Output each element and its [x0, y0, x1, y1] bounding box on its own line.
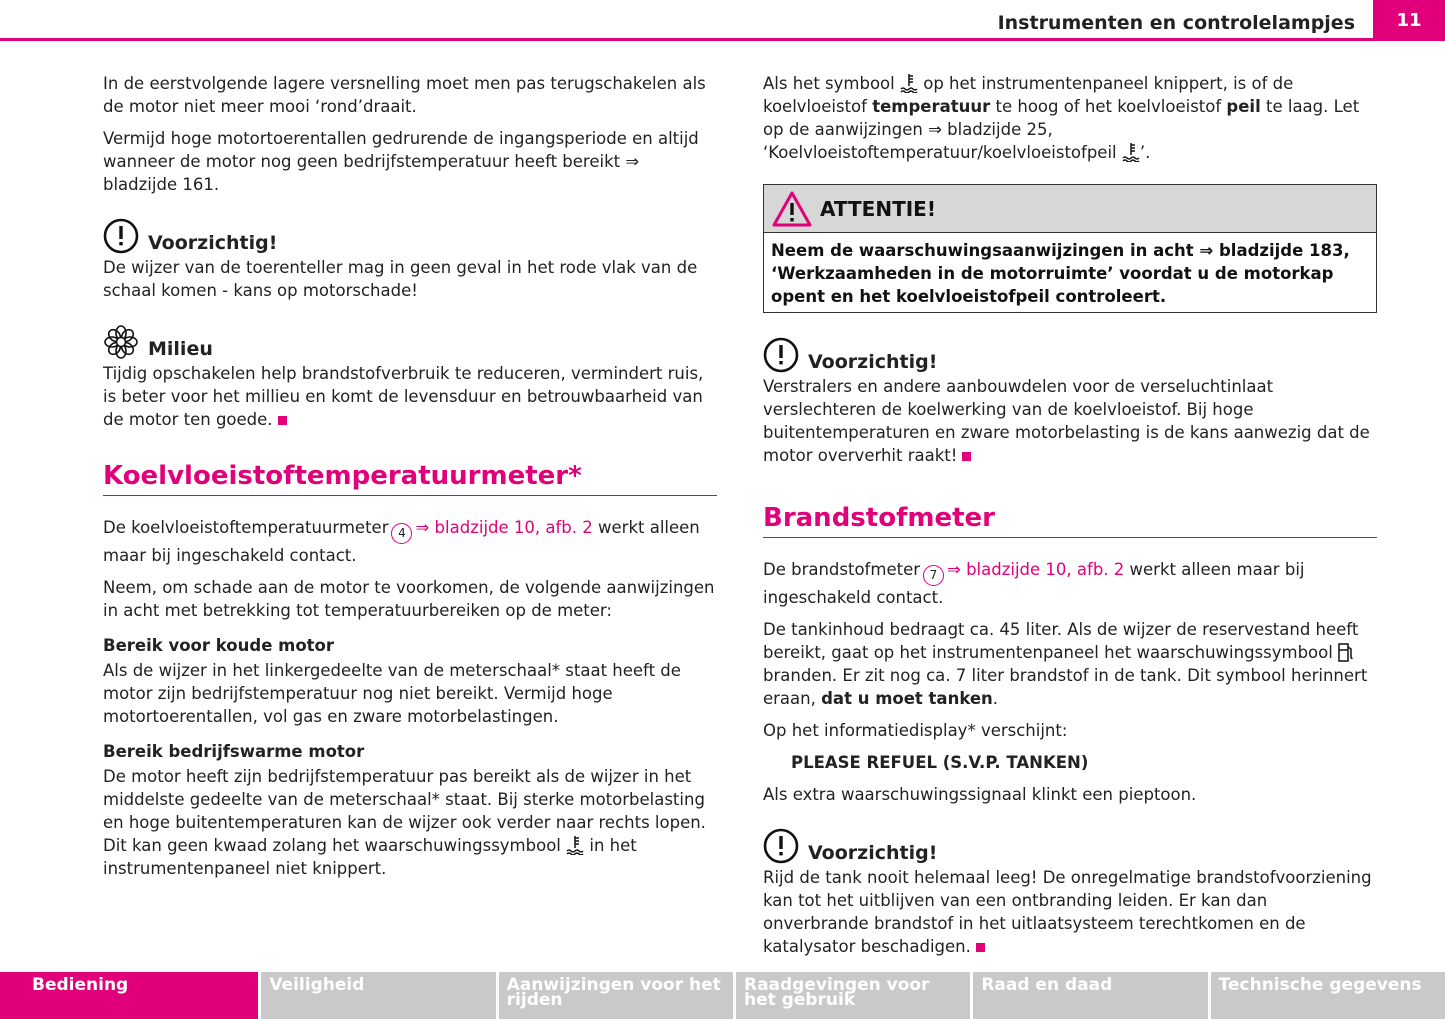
display-message: PLEASE REFUEL (S.V.P. TANKEN): [791, 753, 1089, 772]
footer-navigation: [0, 972, 1445, 1019]
paragraph: De brandstofmeter 7 ⇒ bladzijde 10, afb. 2 werkt alleen maar bij ingeschakeld contact.: [763, 560, 1305, 607]
flower-environment-icon: [103, 324, 139, 360]
fuel-pump-icon: [1338, 642, 1354, 662]
coolant-temperature-icon: [1122, 142, 1140, 162]
arrow-icon: ⇒: [625, 152, 640, 171]
footer-tab-raad-en-daad[interactable]: Raad en daad: [973, 972, 1207, 1019]
paragraph: Als de wijzer in het linkergedeelte van de meterschaal* staat heeft de motor zijn bedrijfstemperatuur nog niet bereikt. Vermijd hoge motortoerentallen, vol gas en zware motorbelastingen.: [103, 661, 681, 726]
left-column: [103, 72, 717, 889]
footer-tab-veiligheid[interactable]: Veiligheid: [261, 972, 495, 1019]
caution-text: Rijd de tank nooit helemaal leeg! De onregelmatige brandstofvoorziening kan tot het uitblijven van een ontbranding leiden. Er kan dan onverbrande brandstof in het uitlaatsysteem terechtkomen en de katalysator beschadigen.: [763, 868, 1372, 956]
coolant-temperature-icon: [900, 73, 918, 93]
page-number: 11: [1373, 0, 1445, 40]
caution-exclamation-icon: [763, 828, 799, 864]
figure-reference-link[interactable]: ⇒ bladzijde 10, afb. 2: [415, 518, 593, 537]
caution-heading: [763, 337, 1377, 373]
caution-text: De wijzer van de toerenteller mag in geen geval in het rode vlak van de schaal komen - kans op motorschade!: [103, 258, 698, 300]
caution-label: Voorzichtig!: [808, 842, 938, 864]
end-square-icon: [278, 416, 287, 425]
attention-header: [764, 185, 1376, 233]
environment-heading: [103, 324, 717, 360]
paragraph: De motor heeft zijn bedrijfstemperatuur pas bereikt als de wijzer in het middelste gedeelte van de meterschaal* staat. Bij sterke motorbelasting en hoge buitentemperaturen kan de wijzer ook verder naar rechts lopen. Dit kan geen kwaad zolang het waarschuwingssymbool in het instrumentenpaneel niet knippert.: [103, 767, 706, 878]
paragraph: Op het informatiedisplay* verschijnt:: [763, 721, 1068, 740]
paragraph: Vermijd hoge motortoerentallen gedrurende de ingangsperiode en altijd wanneer de motor nog geen bedrijfstemperatuur heeft bereikt ⇒ bladzijde 161.: [103, 129, 699, 194]
footer-tab-technische-gegevens[interactable]: Technische gegevens: [1211, 972, 1445, 1019]
paragraph: In de eerstvolgende lagere versnelling moet men pas terugschakelen als de motor niet meer mooi ‘rond’draait.: [103, 74, 706, 116]
paragraph: Als extra waarschuwingssignaal klinkt een pieptoon.: [763, 785, 1197, 804]
attention-label: ATTENTIE!: [820, 196, 936, 221]
paragraph: De koelvloeistoftemperatuurmeter 4 ⇒ bladzijde 10, afb. 2 werkt alleen maar bij ingeschakeld contact.: [103, 518, 700, 565]
caution-exclamation-icon: [763, 337, 799, 373]
caution-text: Verstralers en andere aanbouwdelen voor de verseluchtinlaat verslechteren de koelwerking van de koelvloeistof. Bij hoge buitentemperaturen en zware motorbelasting is de kans aanwezig dat de motor oververhit raakt!: [763, 377, 1370, 465]
subheading: Bereik voor koude motor: [103, 636, 335, 655]
figure-reference-link[interactable]: ⇒ bladzijde 10, afb. 2: [947, 560, 1125, 579]
paragraph: Neem, om schade aan de motor te voorkomen, de volgende aanwijzingen in acht met betrekking tot temperatuurbereiken op de meter:: [103, 578, 715, 620]
paragraph: De tankinhoud bedraagt ca. 45 liter. Als de wijzer de reservestand heeft bereikt, gaat op het instrumentenpaneel het waarschuwingssymbool branden. Er zit nog ca. 7 liter brandstof in de tank. Dit symbool herinnert eraan, dat u moet tanken.: [763, 620, 1368, 708]
end-square-icon: [962, 452, 971, 461]
page-reference: bladzijde 161.: [103, 175, 220, 194]
coolant-temperature-icon: [566, 835, 584, 855]
callout-number: 7: [923, 565, 944, 586]
section-title-fuel: Brandstofmeter: [763, 503, 1377, 538]
footer-tab-bediening[interactable]: Bediening: [0, 972, 258, 1019]
environment-label: Milieu: [148, 338, 213, 360]
section-title-coolant: Koelvloeistoftemperatuurmeter*: [103, 461, 717, 496]
page-section-title: Instrumenten en controlelampjes: [997, 12, 1355, 34]
attention-box: [763, 184, 1377, 313]
warning-triangle-icon: [772, 191, 812, 227]
end-square-icon: [976, 943, 985, 952]
caution-heading: [103, 218, 717, 254]
caution-label: Voorzichtig!: [148, 232, 278, 254]
caution-heading: [763, 828, 1377, 864]
footer-tab-raadgevingen[interactable]: Raadgevingen voor het gebruik: [736, 972, 970, 1019]
callout-number: 4: [391, 523, 412, 544]
footer-tab-aanwijzingen[interactable]: Aanwijzingen voor het rijden: [499, 972, 733, 1019]
caution-label: Voorzichtig!: [808, 351, 938, 373]
header-rule: [0, 38, 1445, 41]
attention-text: Neem de waarschuwingsaanwijzingen in acht ⇒ bladzijde 183, ‘Werkzaamheden in de motorruimte’ voordat u de motorkap opent en het koelvloeistofpeil controleert.: [771, 241, 1350, 306]
subheading: Bereik bedrijfswarme motor: [103, 742, 365, 761]
caution-exclamation-icon: [103, 218, 139, 254]
right-column: [763, 72, 1377, 967]
environment-text: Tijdig opschakelen help brandstofverbruik te reduceren, vermindert ruis, is beter voor het millieu en komt de levensduur en betrouwbaarheid van de motor ten goede.: [103, 364, 704, 429]
paragraph: Als het symbool op het instrumentenpaneel knippert, is of de koelvloeistof temperatuur te hoog of het koelvloeistof peil te laag. Let op de aanwijzingen ⇒ bladzijde 25, ‘Koelvloeistoftemperatuur/koelvloeistofpeil ’.: [763, 74, 1360, 162]
